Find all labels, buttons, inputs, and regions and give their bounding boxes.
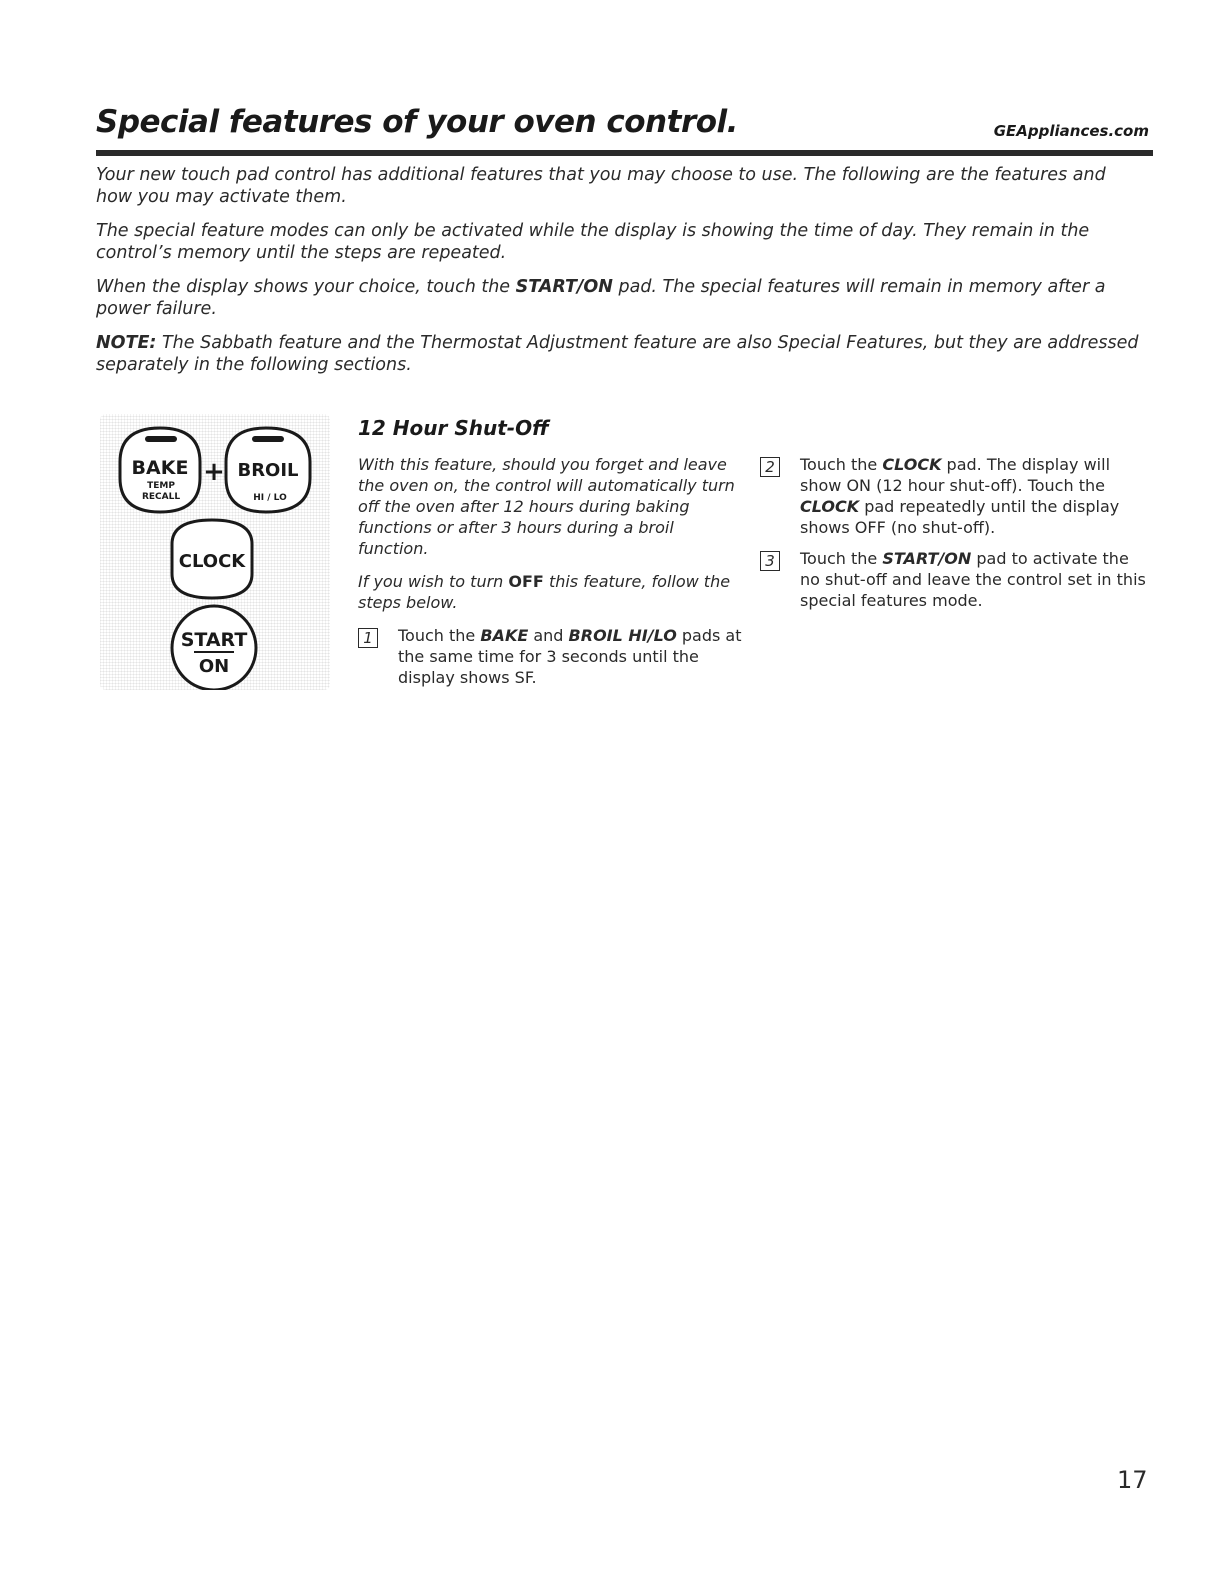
step-1-text-b: and [528, 626, 569, 645]
step-3-text [800, 548, 1150, 611]
right-column [760, 454, 1150, 621]
step-2-text-c: pad repeatedly until the display shows OFF (no shut-off). [800, 497, 1120, 537]
step-2-text-a: Touch the [800, 455, 883, 474]
step-3-text-b: pad to activate the no shut-off and leave the control set in this special features mode. [800, 549, 1146, 610]
p3-text-a: When the display shows your choice, touch the [96, 277, 516, 297]
bake-label: BAKE [131, 457, 189, 479]
intro-paragraph-3 [96, 276, 1146, 320]
turn-off-instruction [358, 571, 743, 613]
step-1-text-c: pads at the same time for 3 seconds until the display shows SF. [398, 626, 742, 687]
start-on-pad [172, 606, 256, 690]
step-1-keyword-1: BAKE [480, 626, 529, 645]
turn-off-text-b: this feature, follow the steps below. [358, 572, 731, 612]
step-2-keyword-1: CLOCK [882, 455, 942, 474]
page-number: 17 [1117, 1466, 1148, 1494]
page-title: Special features of your oven control. [96, 104, 738, 140]
intro-text [96, 164, 1146, 388]
title-rule [96, 150, 1153, 156]
feature-description: With this feature, should you forget and leave the oven on, the control will automatically turn off the oven after 12 hours during baking functions or after 3 hours during a broil function. [358, 455, 735, 558]
intro-paragraph-2: The special feature modes can only be activated while the display is showing the time of day. They remain in the control’s memory until the steps are repeated. [96, 221, 1090, 263]
clock-label: CLOCK [178, 551, 246, 572]
step-2-text-b: pad. The display will show ON (12 hour shut-off). Touch the [800, 455, 1111, 495]
site-url: GEAppliances.com [993, 122, 1149, 140]
broil-pad [226, 428, 310, 512]
broil-indicator-icon [252, 436, 284, 442]
step-3-number: 3 [760, 551, 780, 571]
off-keyword: OFF [508, 572, 544, 591]
step-3-text-a: Touch the [800, 549, 883, 568]
bake-sub-label-2: RECALL [141, 492, 181, 502]
bake-sub-label-1: TEMP [147, 481, 175, 491]
plus-sign: + [203, 457, 225, 487]
step-2-text [800, 454, 1150, 538]
step-1-number: 1 [358, 628, 378, 648]
start-label: START [180, 629, 248, 651]
step-1 [358, 625, 743, 688]
left-column [358, 454, 743, 698]
step-3 [760, 548, 1150, 611]
step-3-keyword: START/ON [882, 549, 972, 568]
step-2-number: 2 [760, 457, 780, 477]
step-1-text [398, 625, 743, 688]
control-pad-illustration [100, 414, 330, 690]
bake-indicator-icon [145, 436, 177, 442]
bake-pad [120, 428, 200, 512]
step-1-text-a: Touch the [398, 626, 481, 645]
p3-text-b: pad. The special features will remain in memory after a power failure. [96, 277, 1106, 319]
broil-sub-label: HI / LO [253, 493, 287, 503]
step-2 [760, 454, 1150, 538]
on-label: ON [198, 656, 230, 677]
step-2-keyword-2: CLOCK [800, 497, 860, 516]
step-1-keyword-2: BROIL HI/LO [568, 626, 677, 645]
section-title: 12 Hour Shut-Off [358, 416, 549, 440]
p3-keyword: START/ON [515, 277, 613, 297]
note-label: NOTE: [96, 333, 157, 353]
clock-pad [172, 520, 252, 598]
control-pad-svg [100, 414, 330, 690]
note-text: The Sabbath feature and the Thermostat Adjustment feature are also Special Features, but they are addressed separately in the following sections. [96, 333, 1139, 375]
turn-off-text-a: If you wish to turn [358, 572, 509, 591]
note-paragraph [96, 332, 1146, 376]
intro-paragraph-1: Your new touch pad control has additional features that you may choose to use. The following are the features and how you may activate them. [96, 165, 1106, 207]
broil-label: BROIL [237, 460, 299, 481]
